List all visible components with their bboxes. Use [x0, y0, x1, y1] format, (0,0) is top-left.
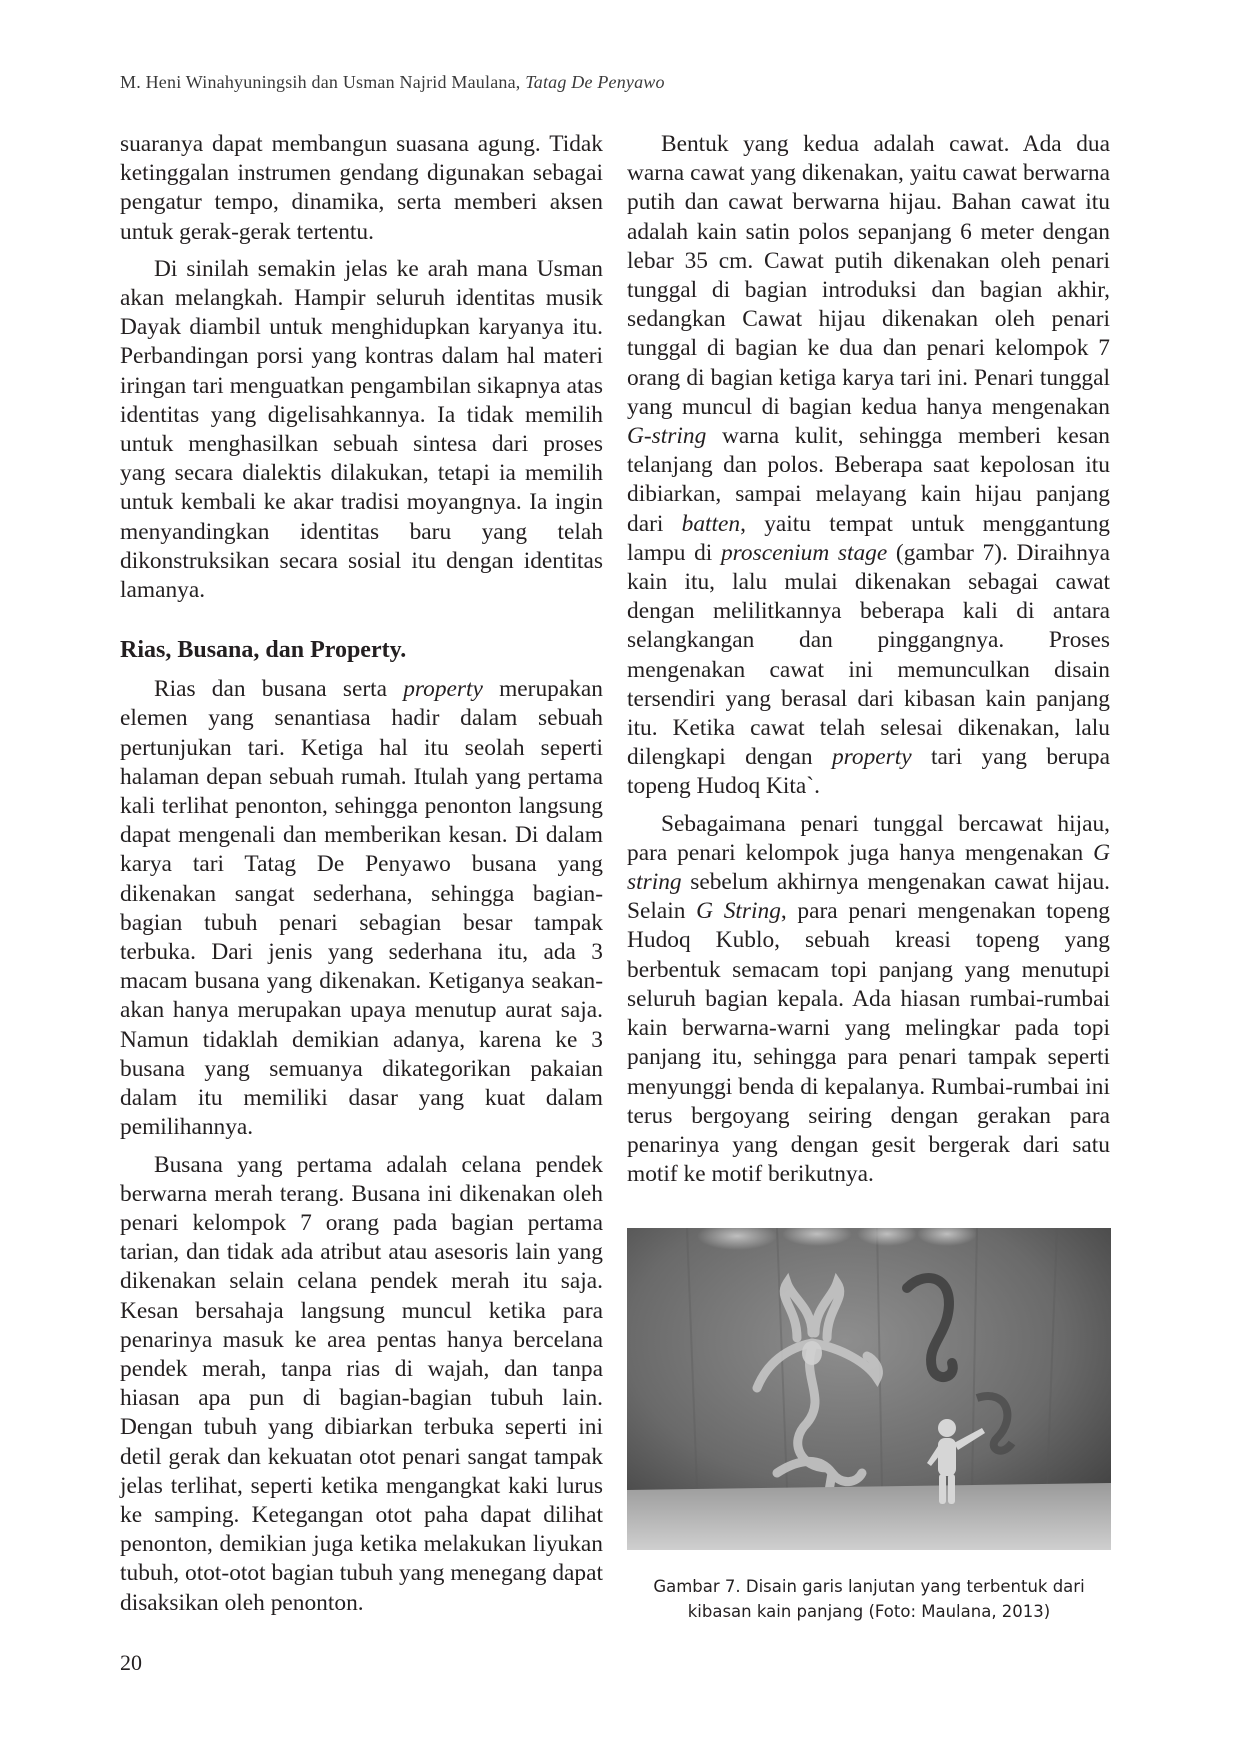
left-column: [120, 130, 603, 1626]
paragraph: Rias dan busana serta property merupakan elemen yang senantiasa hadir dalam sebuah pertunjukan tari. Ketiga hal itu seolah seperti halaman depan sebuah rumah. Itulah yang pertama kali terlihat penonton, sehingga penonton langsung dapat mengenali dan memberikan kesan. Di dalam karya tari Tatag De Penyawo busana yang dikenakan sangat sederhana, sehingga bagian-bagian tubuh penari sebagian besar tampak terbuka. Dari jenis yang sederhana itu, ada 3 macam busana yang dikenakan. Ketiganya seakan-akan hanya merupakan upaya menutup aurat saja. Namun tidaklah demikian adanya, karena ke 3 busana yang semuanya dikategorikan pakaian dalam itu memiliki dasar yang kuat dalam pemilihannya.: [120, 676, 604, 1141]
page-number: 20: [120, 1650, 142, 1675]
stage-photo-image: [627, 1228, 1111, 1550]
paragraph: Di sinilah semakin jelas ke arah mana Usman akan melangkah. Hampir seluruh identitas musik Dayak diambil untuk menghidupkan karyanya itu. Perbandingan porsi yang kontras dalam hal materi iringan tari menguatkan pengambilan sikapnya atas identitas yang digelisahkannya. Ia tidak memilih untuk menghasilkan sebuah sintesa dari proses yang secara dialektis dilakukan, tetapi ia memilih untuk kembali ke akar tradisi moyangnya. Ia ingin menyandingkan identitas baru yang telah dikonstruksikan secara sosial itu dengan identitas lamanya.: [120, 255, 603, 604]
paragraph: suaranya dapat membangun suasana agung. Tidak ketinggalan instrumen gendang digunakan sebagai pengatur tempo, dinamika, serta memberi aksen untuk gerak-gerak tertentu.: [120, 131, 603, 245]
paragraph: Busana yang pertama adalah celana pendek berwarna merah terang. Busana ini dikenakan oleh penari kelompok 7 orang pada bagian pertama tarian, dan tidak ada atribut atau asesoris lain yang dikenakan selain celana pendek merah itu saja. Kesan bersahaja langsung muncul ketika para penarinya masuk ke area pentas hanya bercelana pendek merah, tanpa rias di wajah, dan tanpa hiasan apa pun di bagian-bagian tubuh lain. Dengan tubuh yang dibiarkan terbuka seperti ini detil gerak dan kekuatan otot penari sangat tampak jelas terlihat, seperti ketika mengangkat kaki lurus ke samping. Ketegangan otot paha dapat dilihat penonton, demikian juga ketika melakukan liyukan tubuh, otot-otot bagian tubuh yang menegang dapat disaksikan oleh penonton.: [120, 1151, 603, 1616]
paragraph: Bentuk yang kedua adalah cawat. Ada dua warna cawat yang dikenakan, yaitu cawat berwarna putih dan cawat berwarna hijau. Bahan cawat itu adalah kain satin polos sepanjang 6 meter dengan lebar 35 cm. Cawat putih dikenakan oleh penari tunggal di bagian introduksi dan bagian akhir, sedangkan Cawat hijau dikenakan oleh penari tunggal di bagian ke dua dan penari kelompok 7 orang di bagian ketiga karya tari ini. Penari tunggal yang muncul di bagian kedua hanya mengenakan G-string warna kulit, sehingga memberi kesan telanjang dan polos. Beberapa saat kepolosan itu dibiarkan, sampai melayang kain hijau panjang dari batten, yaitu tempat untuk menggantung lampu di proscenium stage (gambar 7). Diraihnya kain itu, lalu mulai dikenakan sebagai cawat dengan melilitkannya beberapa kali di antara selangkangan dan pinggangnya. Proses mengenakan cawat ini memunculkan disain tersendiri yang berasal dari kibasan kain panjang itu. Ketika cawat telah selesai dikenakan, lalu dilengkapi dengan property tari yang berupa topeng Hudoq Kita`.: [627, 131, 1110, 800]
caption-line: Gambar 7. Disain garis lanjutan yang terbentuk dari: [653, 1577, 1085, 1596]
section-heading: Rias, Busana, dan Property.: [120, 637, 407, 664]
right-column: [627, 130, 1110, 1197]
header-authors: M. Heni Winahyuningsih dan Usman Najrid Maulana,: [120, 72, 521, 92]
header-title: Tatag De Penyawo: [525, 72, 665, 92]
figure-caption: [627, 1574, 1111, 1624]
figure-photo: [627, 1228, 1111, 1550]
paragraph: Sebagaimana penari tunggal bercawat hijau, para penari kelompok juga hanya mengenakan G string sebelum akhirnya mengenakan cawat hijau. Selain G String, para penari mengenakan topeng Hudoq Kublo, sebuah kreasi topeng yang berbentuk semacam topi panjang yang menutupi seluruh bagian kepala. Ada hiasan rumbai-rumbai kain berwarna-warni yang melingkar pada topi panjang itu, sehingga para penari tampak seperti menyunggi benda di kepalanya. Rumbai-rumbai ini terus bergoyang seiring dengan gerakan para penarinya yang dengan gesit bergerak dari satu motif ke motif berikutnya.: [627, 810, 1110, 1188]
running-header: [120, 72, 1120, 93]
caption-line: kibasan kain panjang (Foto: Maulana, 2013): [687, 1602, 1051, 1621]
